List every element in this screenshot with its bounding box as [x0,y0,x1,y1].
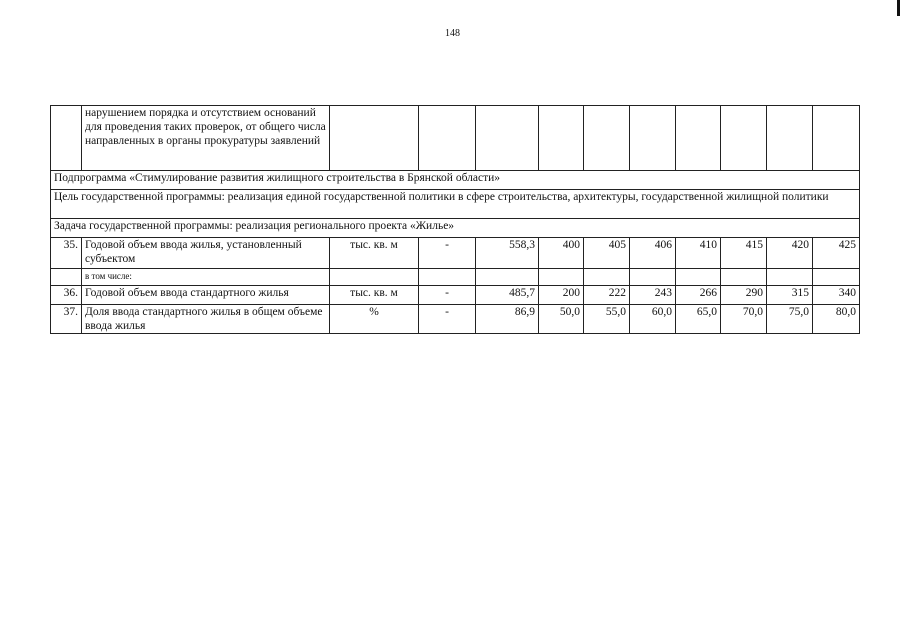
cell-value: 420 [767,238,813,269]
cell-value: 200 [539,286,584,305]
cell-value: 75,0 [767,305,813,334]
cell-unit [330,269,419,286]
cell-value: 65,0 [676,305,721,334]
cell-value: 485,7 [476,286,539,305]
table-row-task [51,219,860,238]
cell-value [539,269,584,286]
table-row-goal [51,190,860,219]
table-row [51,286,860,305]
cell-value: 340 [813,286,860,305]
cell-indicator-name: Годовой объем ввода стандартного жилья [82,286,330,305]
cell-num: 35. [51,238,82,269]
cell-value: 266 [676,286,721,305]
cell-base: - [419,286,476,305]
cell-value: 405 [584,238,630,269]
cell-num: 36. [51,286,82,305]
cell-value [630,269,676,286]
cell-num: 37. [51,305,82,334]
table-row [51,269,860,286]
cell-base: - [419,305,476,334]
page-number: 148 [445,28,460,39]
cell-value: 315 [767,286,813,305]
cell-value: 406 [630,238,676,269]
cell-base [419,269,476,286]
table-row [51,305,860,334]
cell-unit: тыс. кв. м [330,238,419,269]
cell-value: 222 [584,286,630,305]
cell-value: 86,9 [476,305,539,334]
cell-value: 70,0 [721,305,767,334]
table-row [51,238,860,269]
cell-value: 410 [676,238,721,269]
cell-value: 290 [721,286,767,305]
cell-value: 55,0 [584,305,630,334]
cell-value [584,269,630,286]
cell-value: 80,0 [813,305,860,334]
cell-indicator-name: Годовой объем ввода жилья, установленный субъектом [82,238,330,269]
table-row-subprogram [51,171,860,190]
cell-num [51,269,82,286]
cell-value [767,269,813,286]
cell-value [676,269,721,286]
cell-indicator-name: в том числе: [82,269,330,286]
cell-indicator-name: Доля ввода стандартного жилья в общем объеме ввода жилья [82,305,330,334]
cell-base: - [419,238,476,269]
cell-value: 415 [721,238,767,269]
task-title: Задача государственной программы: реализация регионального проекта «Жилье» [51,219,860,238]
cell-num [51,106,82,171]
cell-value: 400 [539,238,584,269]
cell-value [476,269,539,286]
cell-value [721,269,767,286]
indicator-table [50,105,860,334]
goal-title: Цель государственной программы: реализация единой государственной политики в сфере строительства, архитектуры, государственной жилищной политики [51,190,860,219]
subprogram-title: Подпрограмма «Стимулирование развития жилищного строительства в Брянской области» [51,171,860,190]
cell-unit: тыс. кв. м [330,286,419,305]
cell-value: 60,0 [630,305,676,334]
cell-value: 243 [630,286,676,305]
cell-value: 558,3 [476,238,539,269]
cell-unit: % [330,305,419,334]
table-row-continuation [51,106,860,171]
scan-edge-mark [897,0,900,16]
cell-value [813,269,860,286]
cell-value: 425 [813,238,860,269]
cell-value: 50,0 [539,305,584,334]
cell-indicator-name: нарушением порядка и отсутствием оснований для проведения таких проверок, от общего числа направленных в органы прокуратуры заявлений [82,106,330,171]
